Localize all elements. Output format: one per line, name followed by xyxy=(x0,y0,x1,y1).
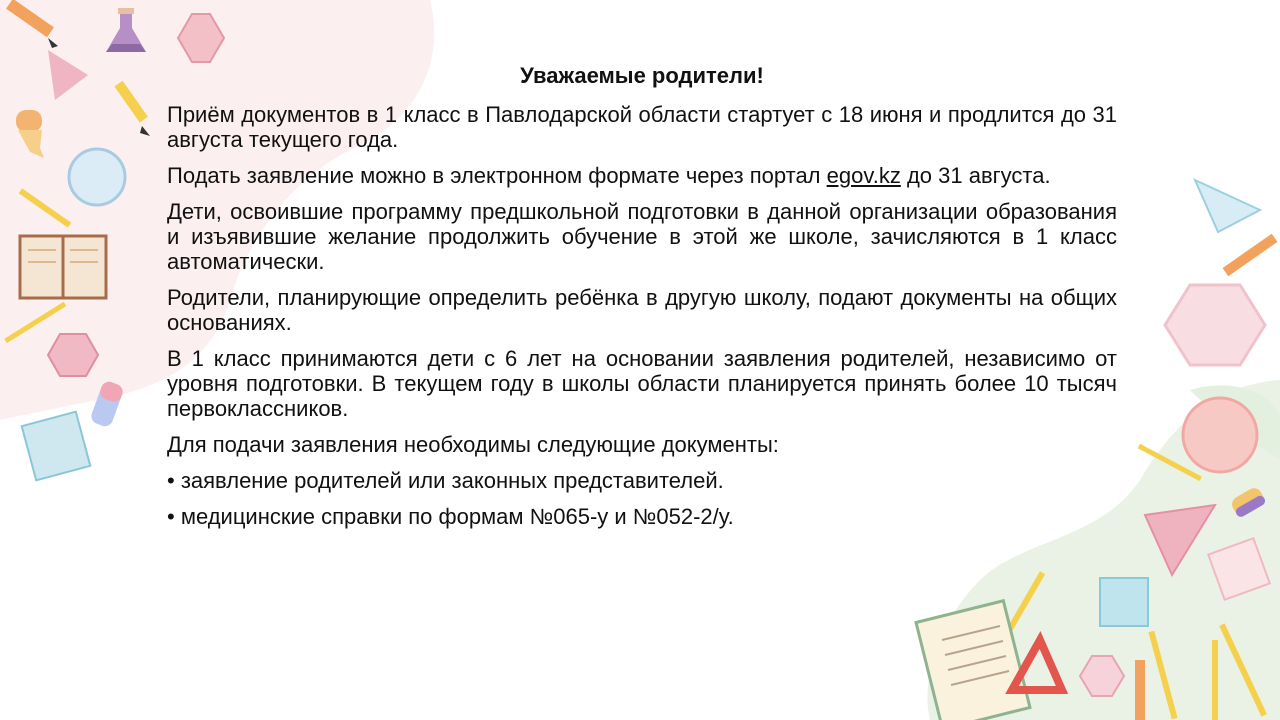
circle-icon xyxy=(1183,398,1257,472)
documents-heading: Для подачи заявления необходимы следующие документы: xyxy=(167,432,779,457)
hexagon-icon xyxy=(48,334,98,376)
paragraph-automatic: Дети, освоившие программу предшкольной подготовки в данной организации образования и изъявившие желание продолжить обучение в этой же школе, зачисляются в 1 класс автоматически. xyxy=(167,199,1117,274)
paragraph-age: В 1 класс принимаются дети с 6 лет на основании заявления родителей, независимо от уровня подготовки. В текущем году в школы области планируется принять более 10 тысяч первоклассников. xyxy=(167,346,1117,421)
book-icon xyxy=(20,236,106,298)
paragraph-online-after: до 31 августа. xyxy=(900,163,1051,188)
paragraph-online-before: Подать заявление можно в электронном формате через портал xyxy=(167,163,827,188)
pencil-icon xyxy=(1223,234,1278,277)
announcement-text xyxy=(167,63,1117,540)
paragraph-other-school: Родители, планирующие определить ребёнка в другую школу, подают документы на общих основаниях. xyxy=(167,285,1117,335)
egov-link[interactable]: egov.kz xyxy=(826,163,901,188)
list-item: • медицинские справки по формам №065-у и №052-2/у. xyxy=(167,504,734,529)
square-icon xyxy=(1100,578,1148,626)
paragraph-online xyxy=(167,163,1117,188)
list-item: • заявление родителей или законных представителей. xyxy=(167,468,724,493)
paragraph-dates: Приём документов в 1 класс в Павлодарской области стартует с 18 июня и продлится до 31 августа текущего года. xyxy=(167,102,1117,152)
bubble-icon xyxy=(69,149,125,205)
triangle-icon xyxy=(1195,180,1260,232)
page-title: Уважаемые родители! xyxy=(520,63,764,88)
square-icon xyxy=(22,412,91,481)
hexagon-icon xyxy=(1165,285,1265,365)
